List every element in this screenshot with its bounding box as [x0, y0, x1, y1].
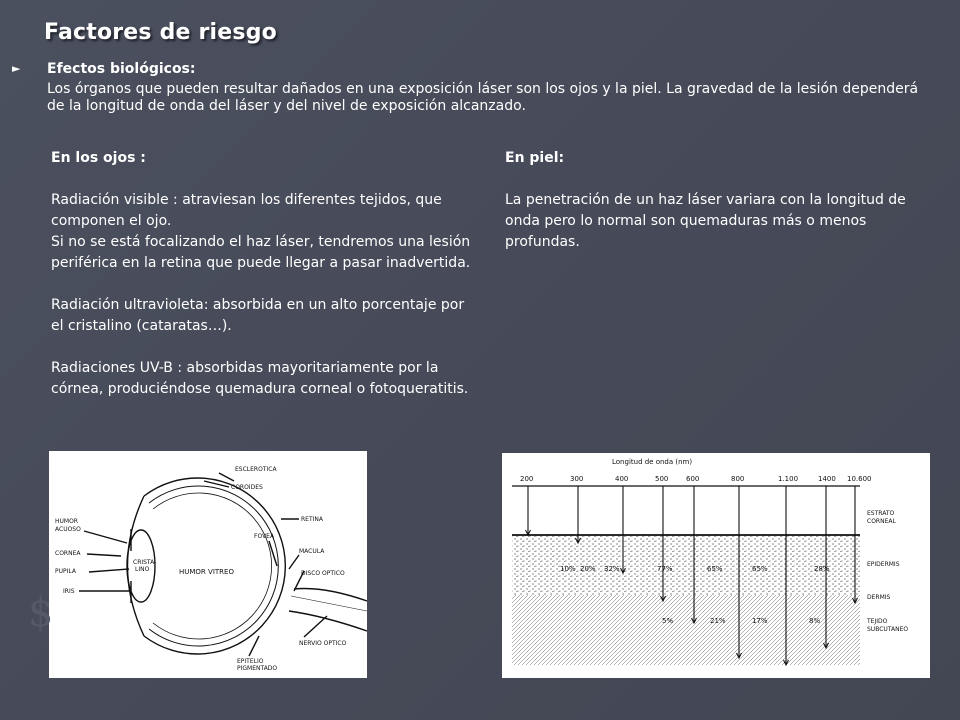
percent-label: 20%: [580, 565, 596, 573]
label-macula: MACULA: [299, 548, 325, 555]
percent-label: 65%: [707, 565, 723, 573]
layer-corneal: CORNEAL: [867, 518, 896, 525]
wavelength-label: 1.100: [778, 475, 799, 483]
percent-label: 77%: [657, 565, 673, 573]
wavelength-label: 400: [615, 475, 629, 483]
layer-subcutaneo: SUBCUTANEO: [867, 626, 909, 633]
intro-paragraph: Los órganos que pueden resultar dañados en una exposición láser son los ojos y la piel. La gravedad de la lesión dependerá de la longitud de onda del láser y del nivel de exposición alcanzado.: [47, 81, 919, 114]
wavelength-label: 500: [655, 475, 669, 483]
label-esclerotica: ESCLEROTICA: [235, 466, 277, 473]
eye-anatomy-diagram: [49, 451, 367, 678]
label-humor-acuoso-2: ACUOSO: [55, 526, 81, 533]
percent-label: 21%: [710, 617, 726, 625]
skin-penetration-diagram: [502, 453, 930, 678]
skin-column: [505, 148, 925, 274]
uvb-radiation-text: Radiaciones UV-B : absorbidas mayoritariamente por la córnea, produciéndose quemadura corneal o fotoqueratitis.: [51, 360, 469, 397]
percent-label: 28%: [814, 565, 830, 573]
label-retina: RETINA: [301, 516, 323, 523]
wavelength-label: 200: [520, 475, 534, 483]
skin-penetration-text: La penetración de un haz láser variara con la longitud de onda pero lo normal son quemaduras más o menos profundas.: [505, 192, 906, 250]
sclera-outline: [144, 478, 285, 654]
label-fovea: FOVEA: [254, 533, 275, 540]
percent-label: 65%: [752, 565, 768, 573]
wavelength-label: 1400: [818, 475, 836, 483]
label-cornea: CORNEA: [55, 550, 81, 557]
label-nervio-optico: NERVIO OPTICO: [299, 640, 347, 647]
visible-radiation-text: Radiación visible : atraviesan los diferentes tejidos, que componen el ojo.: [51, 192, 442, 229]
label-iris: IRIS: [63, 588, 75, 595]
label-disco-optico: DISCO OPTICO: [301, 570, 345, 577]
label-pupila: PUPILA: [55, 568, 76, 575]
percent-label: 8%: [809, 617, 821, 625]
label-epitelio-2: PIGMENTADO: [237, 665, 278, 672]
wavelength-label: 10.600: [847, 475, 872, 483]
wavelength-label: 800: [731, 475, 745, 483]
layer-tejido: TEJIDO: [867, 618, 888, 625]
wavelength-axis-title: Longitud de onda (nm): [612, 458, 693, 466]
skin-heading: En piel:: [505, 150, 565, 166]
layer-epidermis: EPIDERMIS: [867, 561, 900, 568]
layer-estrato: ESTRATO: [867, 510, 895, 517]
eyes-column: [51, 148, 476, 421]
percent-label: 5%: [662, 617, 674, 625]
label-epitelio-1: EPITELIO: [237, 658, 264, 665]
triangle-right-icon: ►: [12, 62, 21, 75]
section-subtitle: Efectos biológicos:: [47, 61, 196, 77]
label-coroides: COROIDES: [231, 484, 263, 491]
percent-label: 32%: [604, 565, 620, 573]
wavelength-label: 600: [686, 475, 700, 483]
eyes-heading: En los ojos :: [51, 150, 146, 166]
wavelength-label: 300: [570, 475, 584, 483]
label-humor-vitreo: HUMOR VITREO: [179, 568, 234, 576]
label-cristalino-1: CRISTA-: [133, 559, 157, 566]
label-humor-acuoso-1: HUMOR: [55, 518, 78, 525]
choroid-outline: [149, 486, 278, 646]
uv-radiation-text: Radiación ultravioleta: absorbida en un alto porcentaje por el cristalino (cataratas…).: [51, 297, 465, 334]
percent-label: 17%: [752, 617, 768, 625]
retina-outline: [153, 493, 272, 639]
layer-dermis: DERMIS: [867, 594, 891, 601]
percent-label: 10%: [560, 565, 576, 573]
dermis-texture: [512, 595, 860, 665]
peripheral-lesion-text: Si no se está focalizando el haz láser, tendremos una lesión periférica en la retina que puede llegar a pasar inadvertida.: [51, 234, 471, 271]
background-watermark: $: [28, 590, 54, 636]
slide-title: Factores de riesgo: [44, 20, 277, 45]
label-cristalino-2: LINO: [135, 566, 150, 573]
wavelength-labels: [520, 475, 872, 483]
